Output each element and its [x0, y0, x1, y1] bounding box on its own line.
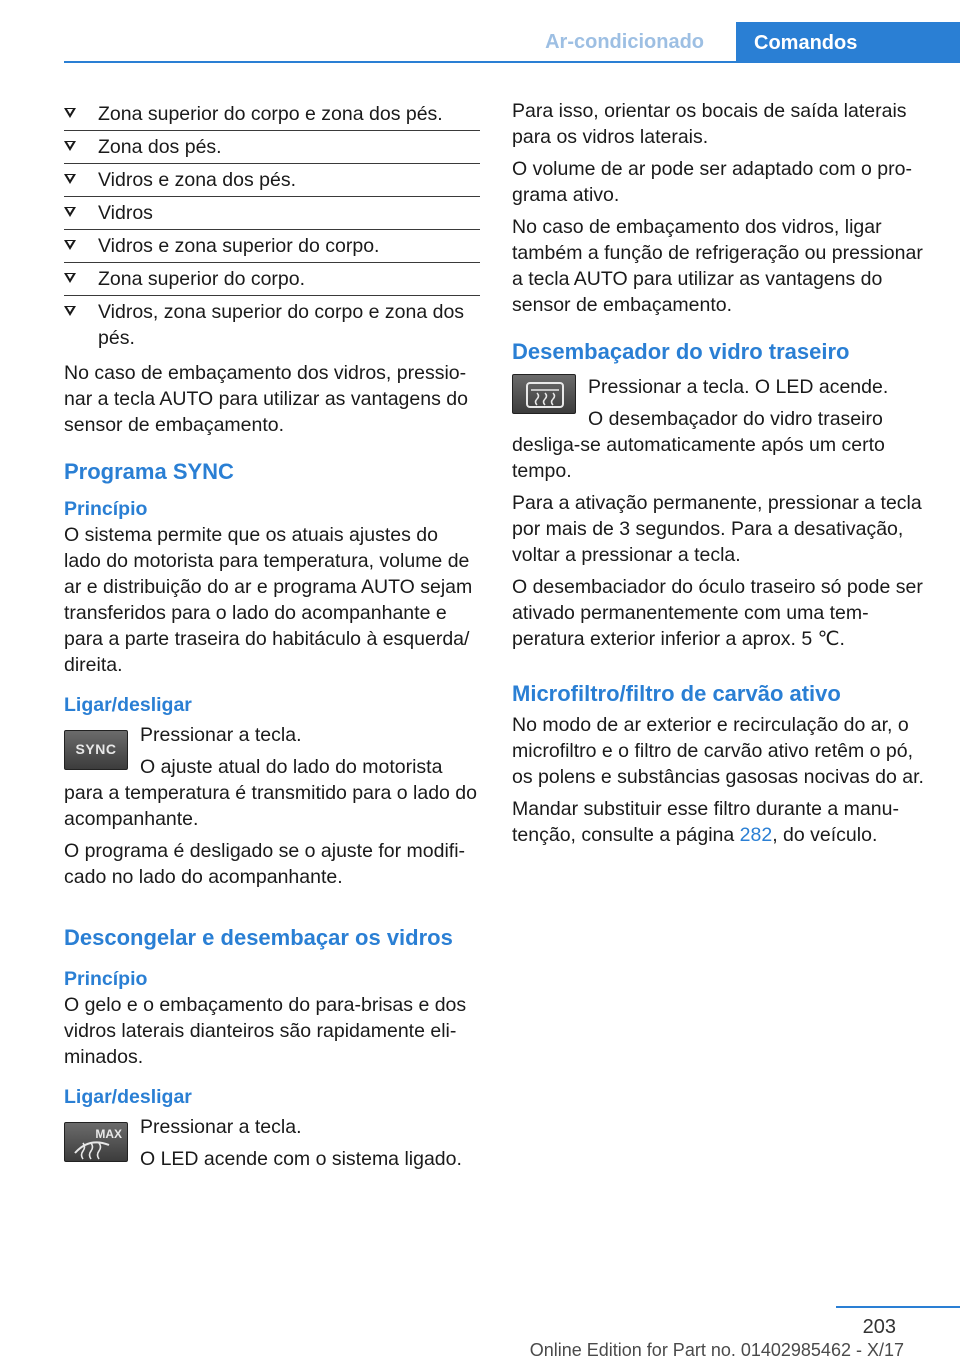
rear-window-defrost-icon: [512, 374, 576, 414]
footer-rule: [836, 1306, 960, 1308]
list-item: Zona superior do corpo e zona dos pés.: [64, 98, 480, 131]
filter-text-2: Mandar substituir esse filtro durante a manutenção, consulte a página 282, do veículo.: [512, 798, 899, 846]
list-item: Vidros, zona superior do corpo e zona dos pés.: [64, 296, 480, 354]
rear-text-1: O desembaçador do vidro traseiro desliga-se automaticamente após um certo tempo.: [512, 408, 885, 482]
header-section-title: Ar-condicionado: [545, 31, 704, 53]
sync-key-label: SYNC: [75, 741, 117, 757]
page-header: [0, 0, 960, 64]
triangle-bullet-icon: [64, 240, 76, 250]
rear-text-3: O desembaciador do óculo traseiro só pode ser ativado permanentemente com uma temperatura exterior inferior a aprox. 5 ℃.: [512, 576, 923, 650]
list-item: Vidros e zona dos pés.: [64, 164, 480, 197]
page-reference-link[interactable]: 282: [739, 824, 773, 846]
rear-text-2: Para a ativação permanente, pressionar a tecla por mais de 3 segundos. Para a desativação, voltar a pressionar a tecla.: [512, 492, 922, 566]
list-item: Vidros: [64, 197, 480, 230]
sync-text-2: O programa é desligado se o ajuste for modificado no lado do acompanhante.: [64, 840, 466, 888]
defrost-principle-heading: Princípio: [64, 968, 148, 990]
list-item: Zona dos pés.: [64, 131, 480, 164]
page-number: 203: [862, 1316, 896, 1338]
cooling-paragraph: No caso de embaçamento dos vidros, ligar também a função de refrigeração ou pressionar a tecla AUTO para utilizar as vantagens do sensor de embaçamento.: [512, 216, 923, 316]
sync-key-row: [64, 722, 480, 838]
airflow-bullet-list: [64, 98, 480, 354]
defrost-key-row: [64, 1114, 480, 1178]
fog-paragraph: No caso de embaçamento dos vidros, pressionar a tecla AUTO para utilizar as vantagens do sensor de embaçamento.: [64, 362, 468, 436]
sync-press-text: Pressionar a tecla.: [140, 724, 302, 746]
rear-defroster-heading: Desembaçador do vidro traseiro: [512, 339, 850, 364]
header-chapter-tab: Comandos: [736, 22, 960, 62]
sync-heading: Programa SYNC: [64, 459, 234, 484]
triangle-bullet-icon: [64, 273, 76, 283]
defrost-heading: Descongelar e desembaçar os vidros: [64, 925, 453, 950]
defrost-onoff-heading: Ligar/desligar: [64, 1086, 192, 1108]
defrost-principle-text: O gelo e o embaçamento do para-brisas e dos vidros laterais dianteiros são rapidamente eliminados.: [64, 994, 467, 1068]
defrost-press-text: Pressionar a tecla.: [140, 1116, 302, 1138]
max-key-label: MAX: [95, 1127, 122, 1141]
sync-key-icon: [64, 730, 128, 770]
sync-onoff-heading: Ligar/desligar: [64, 694, 192, 716]
list-item: Zona superior do corpo.: [64, 263, 480, 296]
sync-text-1: O ajuste atual do lado do motorista para a temperatura é transmitido para o lado do acompanhante.: [64, 756, 477, 830]
right-column: [512, 98, 928, 854]
triangle-bullet-icon: [64, 306, 76, 316]
volume-paragraph: O volume de ar pode ser adaptado com o programa ativo.: [512, 158, 912, 206]
triangle-bullet-icon: [64, 141, 76, 151]
vents-paragraph: Para isso, orientar os bocais de saída laterais para os vidros laterais.: [512, 100, 907, 148]
triangle-bullet-icon: [64, 207, 76, 217]
list-item: Vidros e zona superior do corpo.: [64, 230, 480, 263]
header-rule: [64, 61, 960, 63]
windshield-defrost-max-icon: [64, 1122, 128, 1162]
rear-defroster-key-row: [512, 374, 928, 490]
triangle-bullet-icon: [64, 174, 76, 184]
sync-principle-text: O sistema permite que os atuais ajustes do lado do motorista para temperatura, volume de ar e distribuição do ar e programa AUTO sejam transferidos para o lado do acompanhante e para a parte traseira do habitáculo à esquerda/ direita.: [64, 524, 473, 676]
sync-principle-heading: Princípio: [64, 498, 148, 520]
triangle-bullet-icon: [64, 108, 76, 118]
left-column: [64, 98, 480, 1178]
filter-text-1: No modo de ar exterior e recirculação do ar, o microfiltro e o filtro de carvão ativo retêm o pó, os polens e substâncias gasosas nocivas do ar.: [512, 714, 924, 788]
edition-note: Online Edition for Part no. 01402985462 - X/17: [529, 1340, 904, 1360]
defrost-led-text: O LED acende com o sistema ligado.: [140, 1148, 462, 1170]
rear-press-text: Pressionar a tecla. O LED acende.: [588, 376, 889, 398]
filter-heading: Microfiltro/filtro de carvão ativo: [512, 681, 841, 706]
